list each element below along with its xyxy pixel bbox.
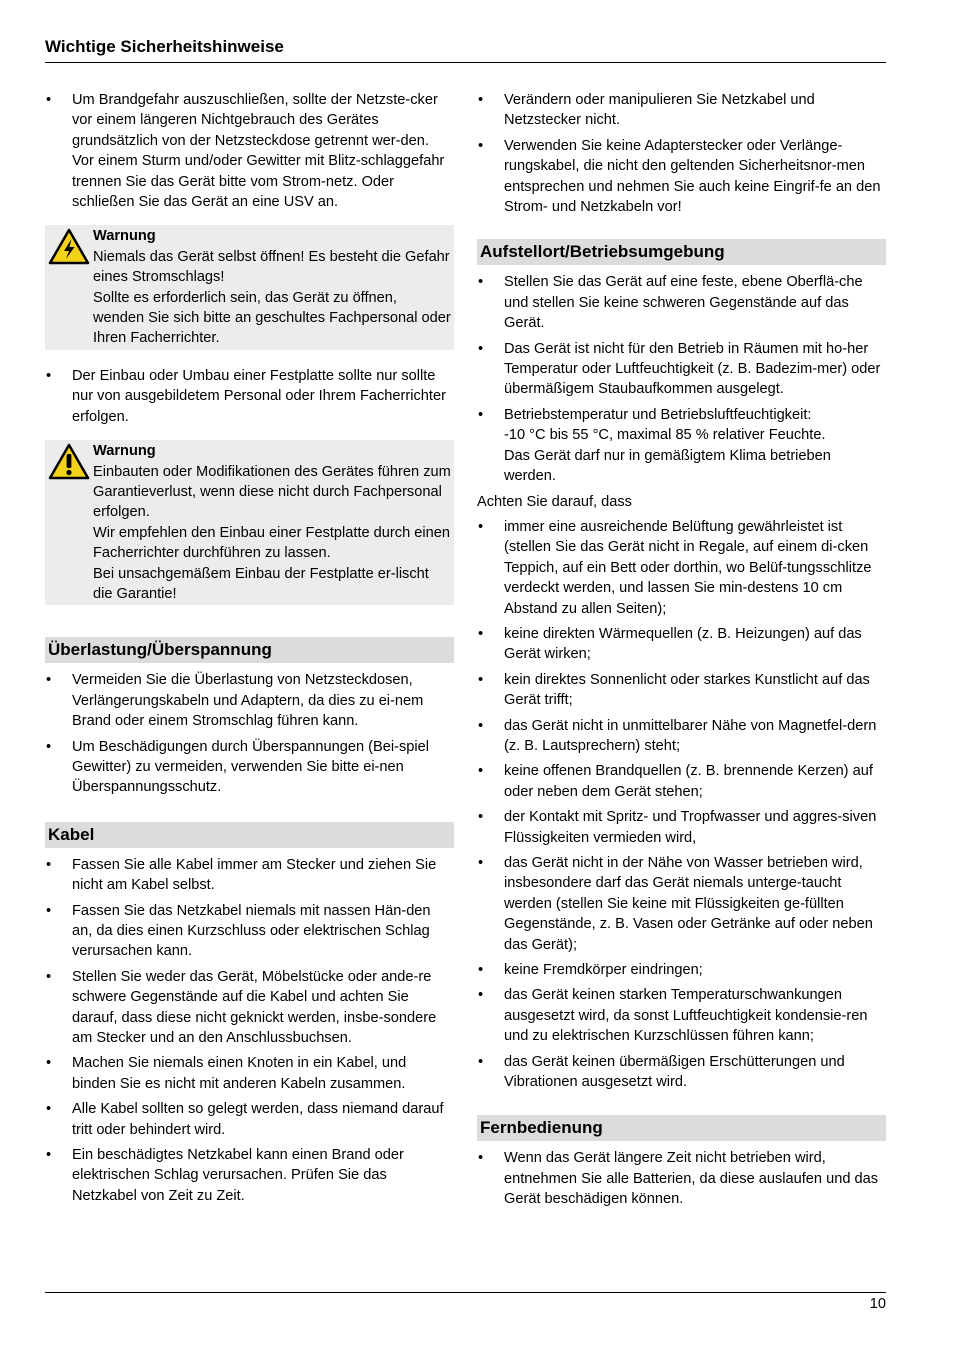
list-item: • der Kontakt mit Spritz- und Tropfwasser und aggres-siven Flüssigkeiten vermieden wird,	[477, 807, 886, 848]
list-item: • Alle Kabel sollten so gelegt werden, dass niemand darauf tritt oder behindert wird.	[45, 1099, 454, 1140]
page-number: 10	[869, 1296, 886, 1312]
list-item: • das Gerät nicht in der Nähe von Wasser betrieben wird, insbesondere darf das Gerät niemals unterge-taucht werden (stellen Sie keine mit Flüssigkeiten ge-füllten Gegenstände, z. B. Vasen oder Getränke auf oder neben das Gerät);	[477, 853, 886, 955]
list-item: • das Gerät nicht in unmittelbarer Nähe von Magnetfel-dern (z. B. Lautsprechern) steht;	[477, 716, 886, 757]
list-item: • Wenn das Gerät längere Zeit nicht betrieben wird, entnehmen Sie alle Batterien, da diese auslaufen und das Gerät beschädigen können.	[477, 1148, 886, 1209]
section-heading-location: Aufstellort/Betriebsumgebung	[477, 239, 886, 265]
cable-list	[45, 855, 454, 1207]
list-item: • Fassen Sie das Netzkabel niemals mit nassen Hän-den an, da dies einen Kurzschluss oder elektrischen Schlag verursachen kann.	[45, 901, 454, 962]
temp-line: -10 °C bis 55 °C, maximal 85 % relativer Feuchte.	[504, 427, 826, 444]
page-header-title: Wichtige Sicherheitshinweise	[45, 37, 284, 56]
warning-exclamation-icon	[48, 443, 90, 481]
warning-text: Wir empfehlen den Einbau einer Festplatte durch einen Facherrichter durchführen zu lassen.	[93, 524, 450, 562]
warning-text: Sollte es erforderlich sein, das Gerät zu öffnen, wenden Sie sich bitte an geschultes Fachpersonal oder Ihren Facherrichter.	[93, 289, 451, 347]
list-item: • das Gerät keinen übermäßigen Erschütterungen und Vibrationen ausgesetzt wird.	[477, 1052, 886, 1093]
list-item: • kein direktes Sonnenlicht oder starkes Kunstlicht auf das Gerät trifft;	[477, 670, 886, 711]
warning-text: Bei unsachgemäßem Einbau der Festplatte er-lischt die Garantie!	[93, 565, 429, 602]
list-item: • Verändern oder manipulieren Sie Netzkabel und Netzstecker nicht.	[477, 90, 886, 131]
intro-list	[477, 90, 886, 217]
footer-rule	[45, 1292, 886, 1293]
list-item: • Stellen Sie das Gerät auf eine feste, ebene Oberflä-che und stellen Sie keine schweren Gegenstände auf das Gerät.	[477, 272, 886, 333]
list-item: • Stellen Sie weder das Gerät, Möbelstücke oder ande-re schwere Gegenstände auf die Kabel und achten Sie darauf, dass diese nicht geknickt werden, insbe-sondere am Stecker und an den Anschlussbuchsen.	[45, 967, 454, 1049]
warning-box	[45, 440, 454, 605]
intro-list	[45, 90, 454, 212]
list-item: • Verwenden Sie keine Adapterstecker oder Verlänge-rungskabel, die nicht den geltenden Sicherheitsnor-men entsprechen und nehmen Sie auch keine Eingrif-fe an den Strom- und Netzkabeln vor!	[477, 136, 886, 218]
list-item: • Um Brandgefahr auszuschließen, sollte der Netzste-cker vor einem längeren Nichtgebrauch des Gerätes grundsätzlich von der Netzsteckdose getrennt wer-den. Vor einem Sturm und/oder Gewitter mit Blitz-schlaggefahr trennen Sie das Gerät bitte vom Strom-netz. Oder schließen Sie das Gerät an eine USV an.	[45, 90, 454, 212]
section-heading-overload: Überlastung/Überspannung	[45, 637, 454, 663]
warning-title: Warnung	[93, 443, 156, 460]
mid-list	[45, 366, 454, 427]
warning-text: Einbauten oder Modifikationen des Gerätes führen zum Garantieverlust, wenn diese nicht durch Fachpersonal erfolgen.	[93, 463, 451, 521]
list-item	[477, 405, 886, 487]
list-item: • keine Fremdkörper eindringen;	[477, 960, 886, 980]
warning-text: Niemals das Gerät selbst öffnen! Es besteht die Gefahr eines Stromschlags!	[93, 248, 450, 286]
right-column	[477, 90, 886, 1215]
list-item: • Machen Sie niemals einen Knoten in ein Kabel, und binden Sie es nicht mit anderen Kabeln zusammen.	[45, 1053, 454, 1094]
list-item: • keine offenen Brandquellen (z. B. brennende Kerzen) auf oder neben dem Gerät stehen;	[477, 761, 886, 802]
note-list	[477, 517, 886, 1093]
header-rule	[45, 62, 886, 63]
warning-triangle-icon	[48, 228, 90, 266]
list-item: • Ein beschädigtes Netzkabel kann einen Brand oder elektrischen Schlag verursachen. Prüfen Sie das Netzkabel von Zeit zu Zeit.	[45, 1145, 454, 1206]
temp-line: • Betriebstemperatur und Betriebsluftfeuchtigkeit:	[504, 406, 812, 423]
remote-list	[477, 1148, 886, 1209]
note-text: Achten Sie darauf, dass	[477, 493, 632, 510]
list-item: • das Gerät keinen starken Temperaturschwankungen ausgesetzt wird, da sonst Luftfeuchtigkeit kondensie-ren und zu elektrischen Kurzschlüssen führen kann;	[477, 985, 886, 1046]
location-list	[477, 272, 886, 486]
list-item: • Der Einbau oder Umbau einer Festplatte sollte nur sollte nur von ausgebildetem Personal oder Ihrem Facherrichter erfolgen.	[45, 366, 454, 427]
list-item: • Um Beschädigungen durch Überspannungen (Bei-spiel Gewitter) zu vermeiden, verwenden Sie bitte ei-nen Überspannungsschutz.	[45, 737, 454, 798]
overload-list	[45, 670, 454, 797]
list-item: • immer eine ausreichende Belüftung gewährleistet ist (stellen Sie das Gerät nicht in Regale, auf einem di-cken Teppich, auf ein Bett oder dorthin, wo Belüf-tungsschlitze verdeckt werden, und lassen Sie min-destens 10 cm Abstand zu allen Seiten);	[477, 517, 886, 619]
temp-line: Das Gerät darf nur in gemäßigtem Klima betrieben werden.	[504, 447, 831, 485]
section-heading-cable: Kabel	[45, 822, 454, 848]
list-item: • Fassen Sie alle Kabel immer am Stecker und ziehen Sie nicht am Kabel selbst.	[45, 855, 454, 896]
warning-box	[45, 225, 454, 349]
list-item: • Vermeiden Sie die Überlastung von Netzsteckdosen, Verlängerungskabeln und Adaptern, da dies zu ei-nem Brand oder einem Stromschlag führen kann.	[45, 670, 454, 731]
left-column	[45, 90, 454, 1211]
list-item: • keine direkten Wärmequellen (z. B. Heizungen) auf das Gerät wirken;	[477, 624, 886, 665]
warning-title: Warnung	[93, 228, 156, 245]
section-heading-remote: Fernbedienung	[477, 1115, 886, 1141]
list-item: • Das Gerät ist nicht für den Betrieb in Räumen mit ho-her Temperatur oder Luftfeuchtigkeit (z. B. Badezim-mer) oder übermäßigem Staubaufkommen ausgelegt.	[477, 339, 886, 400]
